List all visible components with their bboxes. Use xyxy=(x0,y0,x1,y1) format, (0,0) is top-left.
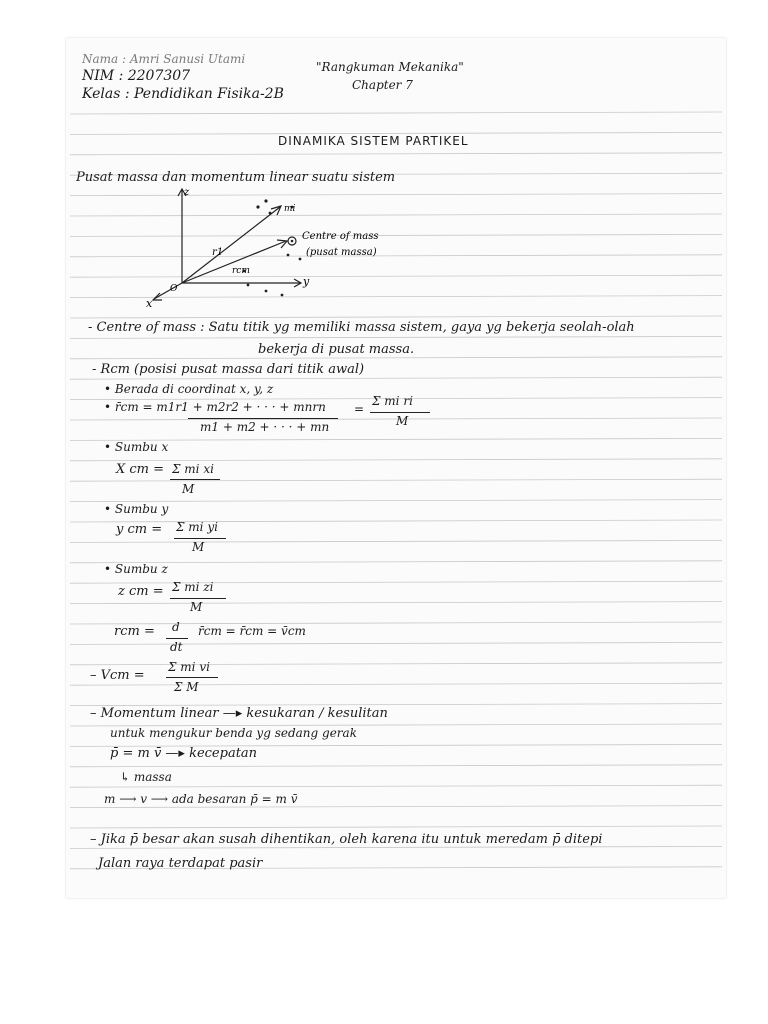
ruled-line xyxy=(70,336,722,338)
ycm-fraction-bar xyxy=(174,538,226,539)
massa-note: ↳ massa xyxy=(120,770,172,784)
notebook-page xyxy=(66,38,726,898)
rcm-sum-bar xyxy=(370,412,430,413)
momentum-linear-heading: – Momentum linear —▸ kesukaran / kesulitan xyxy=(90,706,388,721)
zcm-numerator: Σ mi zi xyxy=(172,580,214,594)
position-vector-r1 xyxy=(182,207,280,283)
zcm-denominator: M xyxy=(190,600,203,614)
momentum-linear-desc: untuk mengukur benda yg sedang gerak xyxy=(110,726,357,740)
ruled-lines xyxy=(66,38,726,898)
ruled-line xyxy=(70,459,722,461)
cm-label-2: (pusat massa) xyxy=(306,247,377,258)
ruled-line xyxy=(70,581,722,583)
rcm-derivative-rhs: r̄cm = r̄cm = v̄cm xyxy=(198,624,306,638)
ruled-line xyxy=(70,622,722,624)
ruled-line xyxy=(70,112,722,114)
ruled-line xyxy=(70,479,722,481)
derivative-fraction-bar xyxy=(166,638,188,639)
ruled-line xyxy=(70,683,722,685)
centre-of-mass-definition: - Centre of mass : Satu titik yg memiliki massa sistem, gaya yg bekerja seolah-olah xyxy=(88,320,635,335)
rcm-formula-M: M xyxy=(396,414,409,428)
ycm-denominator: M xyxy=(192,540,205,554)
rcm-derivative-dt: dt xyxy=(170,640,183,654)
center-of-mass-diagram xyxy=(140,185,440,320)
vcm-fraction-bar xyxy=(166,677,218,678)
vcm-lhs: – Vcm = xyxy=(90,668,145,683)
axis-z-heading: • Sumbu z xyxy=(104,562,168,576)
vcm-denominator: Σ M xyxy=(174,680,199,694)
axis-y-heading: • Sumbu y xyxy=(104,502,169,516)
vcm-numerator: Σ mi vi xyxy=(168,660,210,674)
rcm-definition: - Rcm (posisi pusat massa dari titik awal) xyxy=(92,362,365,377)
rcm-formula-numerator: • r̄cm = m1r1 + m2r2 + · · · + mnrn xyxy=(104,400,326,414)
ycm-numerator: Σ mi yi xyxy=(176,520,218,534)
momentum-note-line2: Jalan raya terdapat pasir xyxy=(98,856,263,871)
subject-title: "Rangkuman Mekanika" xyxy=(316,60,464,74)
x-label: x xyxy=(146,297,153,310)
mi-label: mi xyxy=(284,204,296,214)
ruled-line xyxy=(70,520,722,522)
xcm-denominator: M xyxy=(182,482,195,496)
centre-of-mass-definition-2: bekerja di pusat massa. xyxy=(258,342,415,357)
rcm-derivative-lhs: rcm = xyxy=(114,624,155,639)
x-axis xyxy=(154,283,182,299)
zcm-lhs: z cm = xyxy=(118,584,164,599)
coordinate-note: • Berada di coordinat x, y, z xyxy=(104,382,274,396)
xcm-lhs: X cm = xyxy=(116,462,165,477)
ycm-lhs: y cm = xyxy=(116,522,163,537)
position-vector-rcm xyxy=(182,241,286,283)
besaran-note: m ⟶ v ⟶ ada besaran p̄ = m v̄ xyxy=(104,792,298,806)
ruled-line xyxy=(70,377,722,379)
momentum-equation: p̄ = m v̄ —▸ kecepatan xyxy=(110,746,258,761)
axis-x-heading: • Sumbu x xyxy=(104,440,169,454)
rcm-formula-equals: = xyxy=(354,402,365,416)
ruled-line xyxy=(70,642,722,644)
chapter-label: Chapter 7 xyxy=(352,78,413,92)
origin-label: O xyxy=(170,284,178,294)
z-label: z xyxy=(184,187,190,198)
section-heading-pusat-massa: Pusat massa dan momentum linear suatu sistem xyxy=(76,170,396,185)
ruled-line xyxy=(70,540,722,542)
cm-label: Centre of mass xyxy=(302,231,379,242)
ruled-line xyxy=(70,765,722,767)
xcm-numerator: Σ mi xi xyxy=(172,462,214,476)
ruled-line xyxy=(70,153,722,155)
rcm-label: rcm xyxy=(232,266,250,276)
y-label: y xyxy=(303,275,310,288)
page-title: DINAMIKA SISTEM PARTIKEL xyxy=(278,134,469,148)
xcm-fraction-bar xyxy=(170,479,220,480)
student-nim: NIM : 2207307 xyxy=(82,68,191,84)
zcm-fraction-bar xyxy=(170,598,226,599)
ruled-line xyxy=(70,826,722,828)
rcm-fraction-bar xyxy=(188,418,338,419)
ruled-line xyxy=(70,357,722,359)
rcm-derivative-d: d xyxy=(172,620,180,634)
rcm-formula-denominator: m1 + m2 + · · · + mn xyxy=(200,420,330,434)
rcm-formula-sum: Σ mi ri xyxy=(372,394,413,408)
ruled-line xyxy=(70,602,722,604)
r1-label: r1 xyxy=(212,247,224,258)
ruled-line xyxy=(70,785,722,787)
student-class: Kelas : Pendidikan Fisika-2B xyxy=(82,86,284,102)
student-name: Nama : Amri Sanusi Utami xyxy=(82,52,246,66)
momentum-note-line1: – Jika p̄ besar akan susah dihentikan, oleh karena itu untuk meredam p̄ ditepi xyxy=(90,832,603,847)
